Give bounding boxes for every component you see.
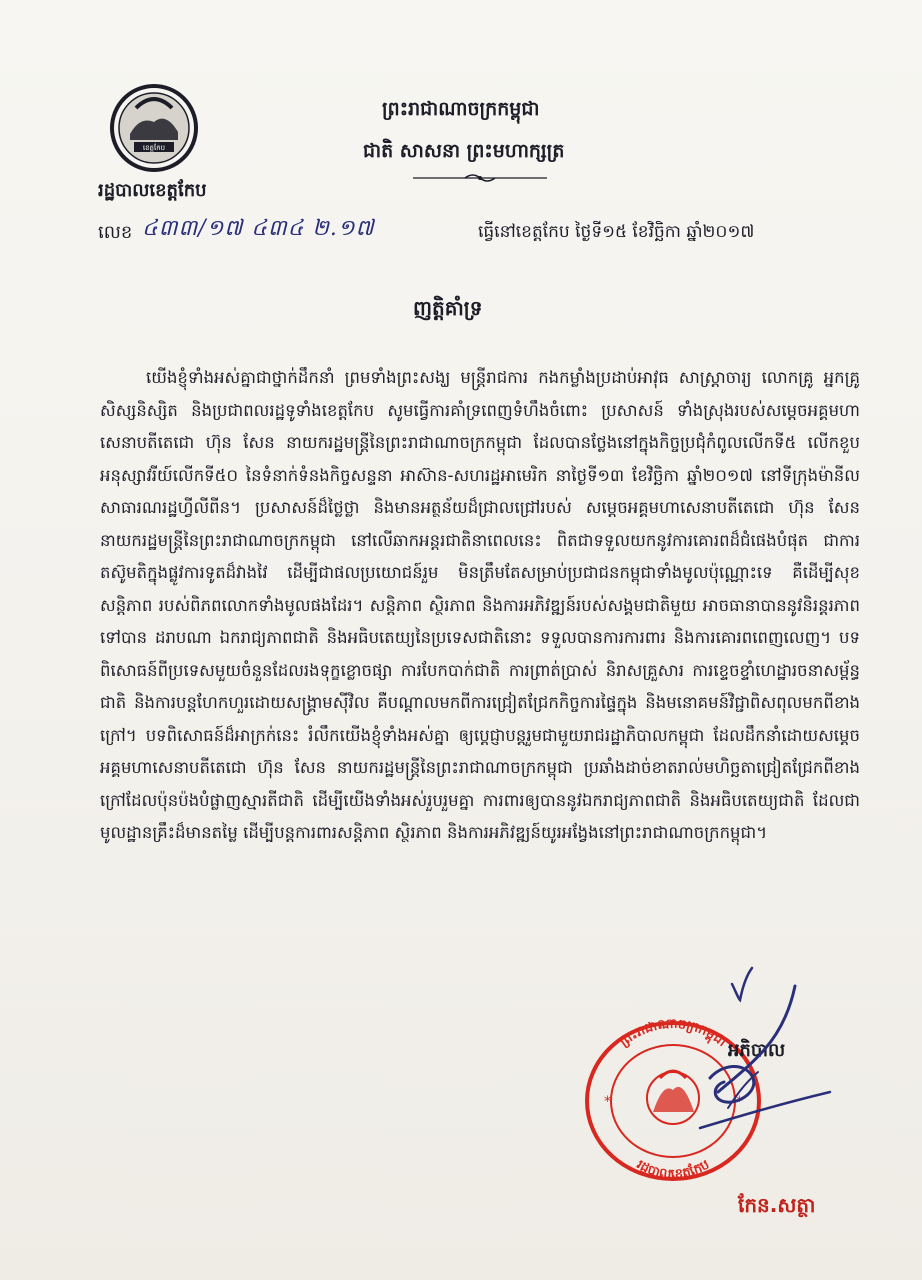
check-mark-icon [728,964,758,1004]
kingdom-title: ព្រះរាជាណាចក្រកម្ពុជា [382,98,540,120]
date-line: ធ្វើនៅខេត្តកែប ថ្ងៃទី១៥ ខែវិច្ឆិកា ឆ្នាំ២០១៧ [478,222,755,242]
document-title: ញត្តិគាំទ្រ [413,296,483,320]
reference-number: ៤៣៣/១៧ ៤៣៤ ២.១៧ [142,216,375,241]
motto-ornament [405,170,555,184]
reference-prefix: លេខ [98,222,133,243]
province-logo [108,82,200,174]
national-motto: ជាតិ សាសនា ព្រះមហាក្សត្រ [363,140,565,162]
logo-caption: ខេត្តកែប [142,144,166,152]
svg-text:*: * [604,1094,611,1110]
stamp-text-top: ព្រះរាជាណាចក្រកម្ពុជា [617,1016,730,1051]
document-body: យើងខ្ញុំទាំងអស់គ្នាជាថ្នាក់ដឹកនាំ ព្រមទាំងព្រះសង្ឃ មន្ត្រីរាជការ កងកម្លាំងប្រដាប់អាវុធ សាស្ត្រាចារ្យ លោកគ្រូ អ្នកគ្រូ សិស្សនិស្សិត និងប្រជាពលរដ្ឋទូទាំងខេត្តកែប សូមធ្វើការគាំទ្រពេញទំហឹងចំពោះ ប្រសាសន៍ ទាំងស្រុងរបស់សម្តេចអគ្គមហាសេនាបតីតេជោ ហ៊ុន សែន នាយករដ្ឋមន្ត្រីនៃព្រះរាជាណាចក្រកម្ពុជា ដែលបានថ្លែងនៅក្នុងកិច្ចប្រជុំកំពូលលើកទី៥ លើកខួបអនុស្សាវរីយ៍លើកទី៥០ នៃទំនាក់ទំនងកិច្ចសន្ទនា អាស៊ាន-សហរដ្ឋអាមេរិក នាថ្ងៃទី១៣ ខែវិច្ឆិកា ឆ្នាំ២០១៧ នៅទីក្រុងម៉ានីល សាធារណរដ្ឋហ្វីលីពីន។ ប្រសាសន៍ដ៏ថ្លៃថ្លា និងមានអត្ថន័យដ៏ជ្រាលជ្រៅរបស់ សម្តេចអគ្គមហាសេនាបតីតេជោ ហ៊ុន សែន នាយករដ្ឋមន្ត្រីនៃព្រះរាជាណាចក្រកម្ពុជា នៅលើឆាកអន្តរជាតិនាពេលនេះ ពិតជាទទួលយកនូវការគោរពដ៏ជំផេងបំផុត ជាការតស៊ូមតិក្នុងផ្លូវការទូតដ៏វាងវៃ ដើម្បីជាផលប្រយោជន៍រួម មិនត្រឹមតែសម្រាប់ប្រជាជនកម្ពុជាទាំងមូលប៉ុណ្ណោះទេ គឺដើម្បីសុខសន្តិភាព របស់ពិភពលោកទាំងមូលផងដែរ។ សន្តិភាព ស្ថិរភាព និងការអភិវឌ្ឍន៍របស់សង្គមជាតិមួយ អាចធានាបាននូវនិរន្តរភាពទៅបាន ដរាបណា ឯករាជ្យភាពជាតិ និងអធិបតេយ្យនៃប្រទេសជាតិនោះ ទទួលបានការការពារ និងការគោរពពេញលេញ។ បទពិសោធន៍ពីប្រទេសមួយចំនួនដែលរងទុក្ខខ្លោចផ្សា ការបែកបាក់ជាតិ ការព្រាត់ប្រាស់ និរាសគ្រួសារ ការខ្ទេចខ្ទាំហេដ្ឋារចនាសម្ព័ន្ធជាតិ និងការបន្តហែកហួរដោយសង្គ្រាមស៊ីវិល គឺបណ្តាលមកពីការជ្រៀតជ្រែកកិច្ចការផ្ទៃក្នុង និងមនោគមន៍វិជ្ជាពិសពុលមកពីខាងក្រៅ។ បទពិសោធន៍ដ៏អាក្រក់នេះ រំលឹកយើងខ្ញុំទាំងអស់គ្នា ឲ្យប្តេជ្ញាបន្តរួមជាមួយរាជរដ្ឋាភិបាលកម្ពុជា ដែលដឹកនាំដោយសម្តេចអគ្គមហាសេនាបតីតេជោ ហ៊ុន សែន នាយករដ្ឋមន្ត្រីនៃព្រះរាជាណាចក្រកម្ពុជា ប្រឆាំងដាច់ខាតរាល់មហិច្ឆតាជ្រៀតជ្រែកពីខាងក្រៅដែលប៉ុនប៉ងបំផ្លាញស្មារតីជាតិ ដើម្បីយើងទាំងអស់រួបរួមគ្នា ការពារឲ្យបាននូវឯករាជ្យភាពជាតិ និងអធិបតេយ្យជាតិ ដែលជាមូលដ្ឋានគ្រឹះដ៏មានតម្លៃ ដើម្បីបន្តការពារសន្តិភាព ស្ថិរភាព និងការអភិវឌ្ឍន៍យូរអង្វែងនៅព្រះរាជាណាចក្រកម្ពុជា។ [100,368,860,842]
governor-name: កែន.សត្ថា [738,1193,816,1217]
stamp-text-bottom: រដ្ឋបាលខេត្តកែប [633,1157,713,1183]
svg-text:រដ្ឋបាលខេត្តកែប [634,1157,712,1182]
governor-title: អភិបាល [728,1040,786,1061]
administration-label: រដ្ឋបាលខេត្តកែប [98,180,207,201]
svg-text:*: * [736,1094,743,1110]
